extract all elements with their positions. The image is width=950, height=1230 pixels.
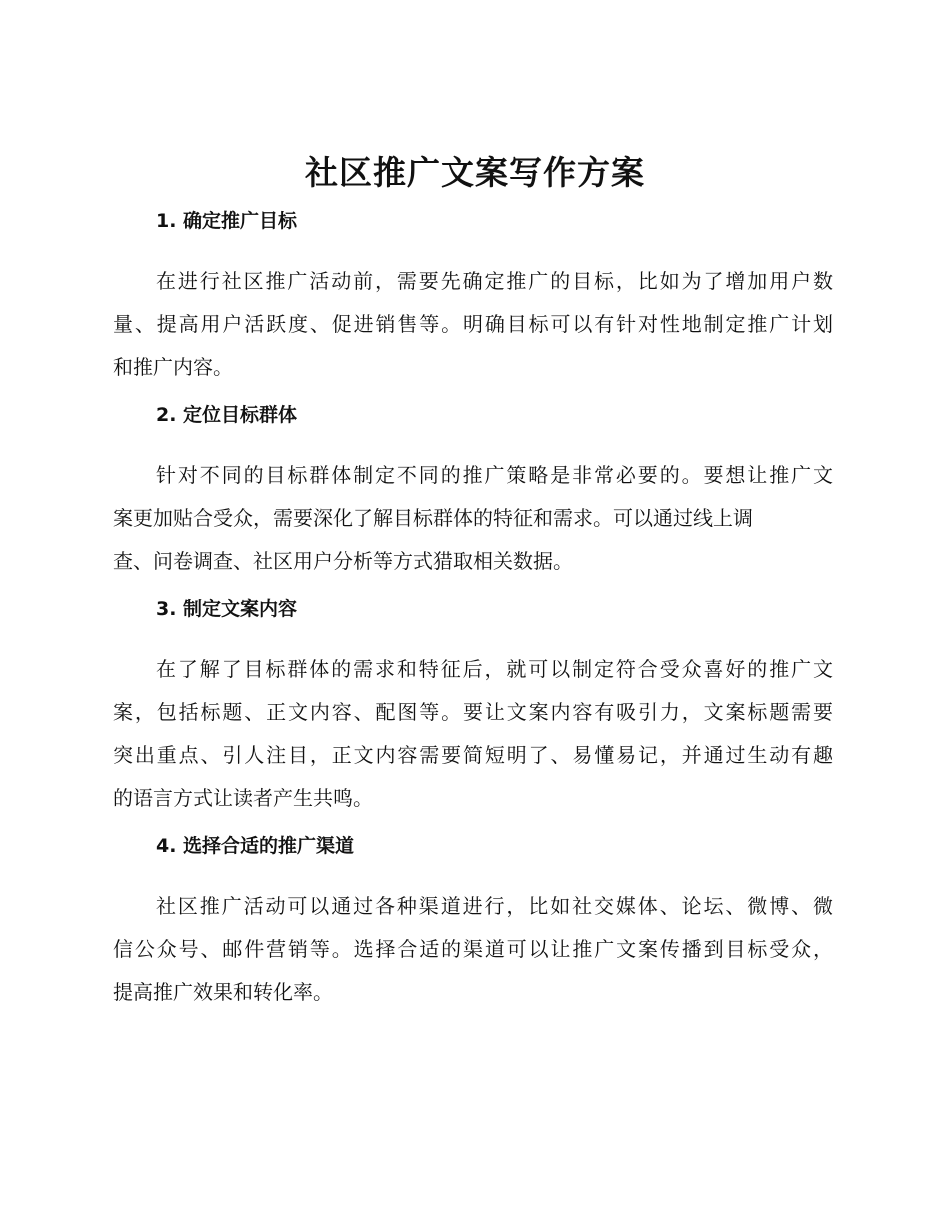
paragraph-line: 社区推广活动可以通过各种渠道进行，比如社交媒体、论坛、微博、微 [156,894,833,918]
section-paragraph [113,648,833,820]
document-title: 社区推广文案写作方案 [305,153,645,192]
section-determine-goal [113,208,833,389]
section-heading: 2. 定位目标群体 [156,404,298,426]
paragraph-line: 查、问卷调查、社区用户分析等方式猎取相关数据。 [113,549,573,573]
paragraph-line: 针对不同的目标群体制定不同的推广策略是非常必要的。要想让推广文 [156,463,833,487]
paragraph-line: 和推广内容。 [113,355,233,379]
section-copy-content [113,596,833,820]
paragraph-line: 案，包括标题、正文内容、配图等。要让文案内容有吸引力，文案标题需要 [113,700,833,724]
section-channels [113,833,833,1014]
paragraph-line: 案更加贴合受众，需要深化了解目标群体的特征和需求。可以通过线上调 [113,506,753,530]
section-paragraph [113,260,833,389]
section-paragraph [113,885,833,1014]
section-paragraph [113,454,833,583]
section-heading: 1. 确定推广目标 [156,210,298,232]
paragraph-line: 在了解了目标群体的需求和特征后，就可以制定符合受众喜好的推广文 [156,657,833,681]
paragraph-line: 信公众号、邮件营销等。选择合适的渠道可以让推广文案传播到目标受众， [113,937,833,961]
section-heading: 3. 制定文案内容 [156,598,298,620]
paragraph-line: 在进行社区推广活动前，需要先确定推广的目标，比如为了增加用户数 [156,269,833,293]
paragraph-line: 突出重点、引人注目，正文内容需要简短明了、易懂易记，并通过生动有趣 [113,743,833,767]
paragraph-line: 提高推广效果和转化率。 [113,980,333,1004]
paragraph-line: 的语言方式让读者产生共鸣。 [113,786,373,810]
section-heading: 4. 选择合适的推广渠道 [156,835,355,857]
paragraph-line: 量、提高用户活跃度、促进销售等。明确目标可以有针对性地制定推广计划 [113,312,833,336]
section-target-audience [113,402,833,583]
